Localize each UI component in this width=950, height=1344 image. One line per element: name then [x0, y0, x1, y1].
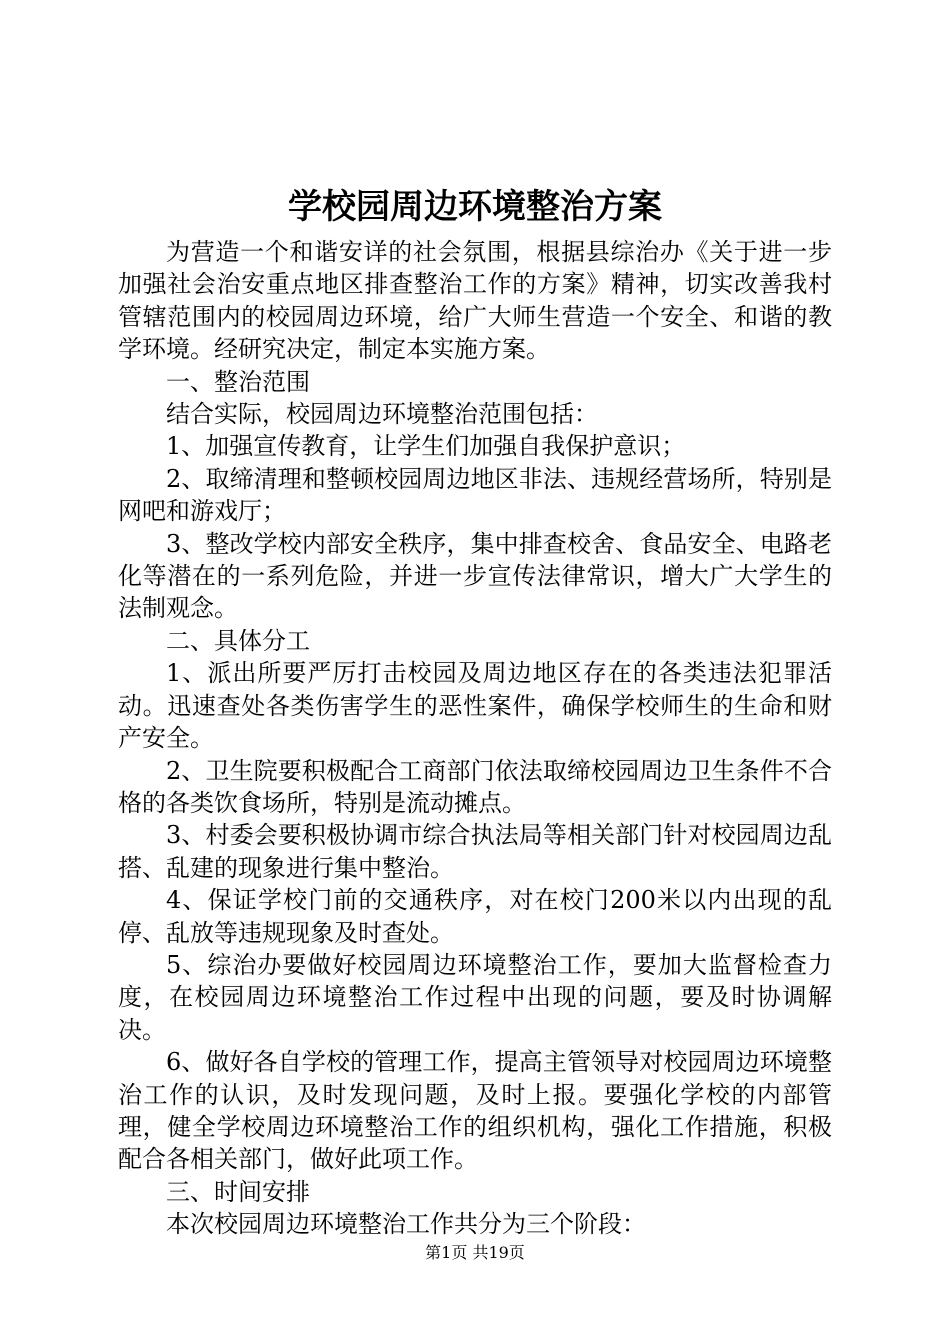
- section-heading-schedule: 三、时间安排: [166, 1177, 310, 1206]
- list-item-scope-2: 2、取缔清理和整顿校园周边地区非法、违规经营场所，特别是网吧和游戏厅；: [118, 464, 832, 526]
- section-heading-scope: 一、整治范围: [166, 367, 310, 396]
- page-footer: 第1页 共19页: [425, 1243, 525, 1262]
- list-item-division-6: 6、做好各自学校的管理工作，提高主管领导对校园周边环境整治工作的认识，及时发现问题，及时上报。要强化学校的内部管理，健全学校周边环境整治工作的组织机构，强化工作措施，积极配合各相关部门，做好此项工作。: [118, 1048, 832, 1174]
- list-item-division-3: 3、村委会要积极协调市综合执法局等相关部门针对校园周边乱搭、乱建的现象进行集中整治。: [118, 821, 832, 882]
- list-item-division-1: 1、派出所要严厉打击校园及周边地区存在的各类违法犯罪活动。迅速查处各类伤害学生的恶性案件，确保学校师生的生命和财产安全。: [118, 659, 832, 753]
- list-item-division-2: 2、卫生院要积极配合工商部门依法取缔校园周边卫生条件不合格的各类饮食场所，特别是流动摊点。: [118, 756, 832, 817]
- list-item-scope-1: 1、加强宣传教育，让学生们加强自我保护意识；: [166, 432, 686, 461]
- paragraph-schedule-intro: 本次校园周边环境整治工作共分为三个阶段：: [166, 1210, 646, 1239]
- section-heading-division: 二、具体分工: [166, 626, 310, 655]
- document-title: 学校园周边环境整治方案: [288, 187, 662, 227]
- list-item-division-5: 5、综治办要做好校园周边环境整治工作，要加大监督检查力度，在校园周边环境整治工作过程中出现的问题，要及时协调解决。: [118, 950, 832, 1044]
- document-body: [118, 236, 832, 1241]
- paragraph-scope-intro: 结合实际，校园周边环境整治范围包括：: [166, 400, 598, 429]
- list-item-scope-3: 3、整改学校内部安全秩序，集中排查校舍、食品安全、电路老化等潜在的一系列危险，并进一步宣传法律常识，增大广大学生的法制观念。: [118, 529, 832, 623]
- paragraph-intro: 为营造一个和谐安详的社会氛围，根据县综治办《关于进一步加强社会治安重点地区排查整治工作的方案》精神，切实改善我村管辖范围内的校园周边环境，给广大师生营造一个安全、和谐的教学环境。经研究决定，制定本实施方案。: [118, 238, 832, 364]
- list-item-division-4: 4、保证学校门前的交通秩序，对在校门200米以内出现的乱停、乱放等违规现象及时查处。: [118, 886, 832, 947]
